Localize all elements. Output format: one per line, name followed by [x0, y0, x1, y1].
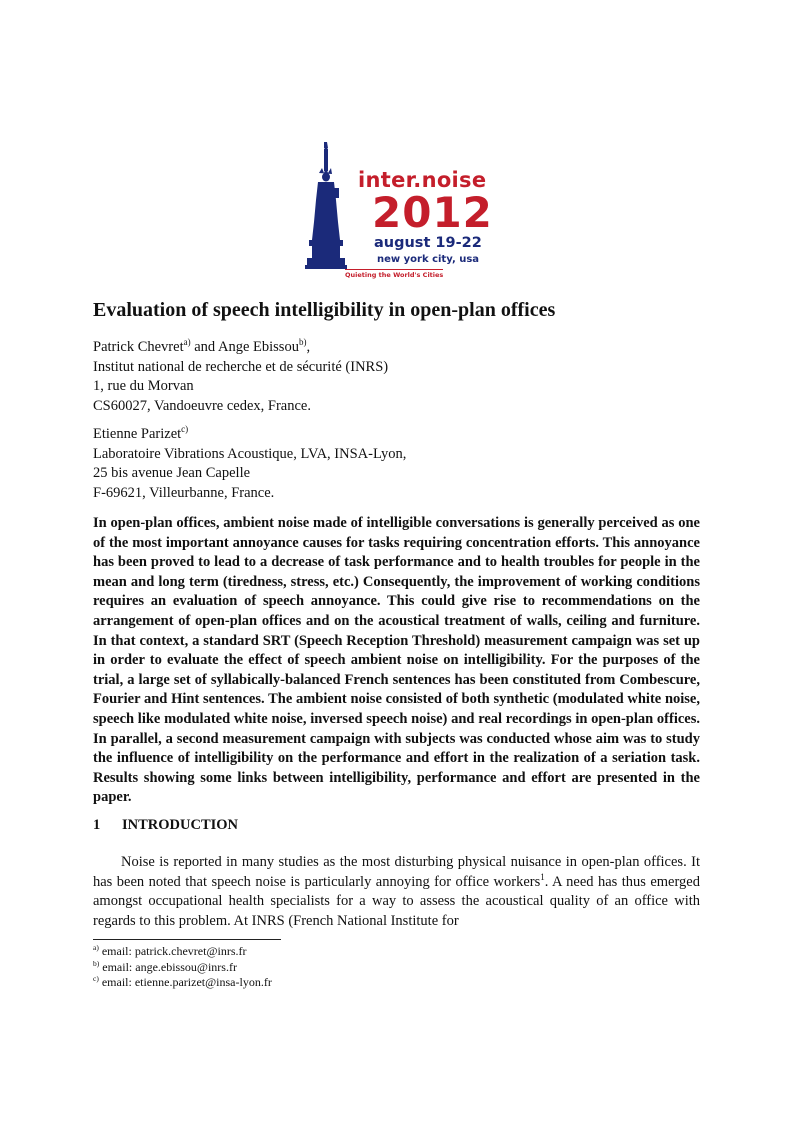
section-title: INTRODUCTION: [122, 817, 239, 833]
footnote-mark: c): [181, 424, 189, 434]
footnote-email: email: etienne.parizet@insa-lyon.fr: [101, 975, 272, 989]
affiliation-line: Institut national de recherche et de sécurité (INRS): [93, 358, 389, 375]
conference-logo: [305, 140, 505, 282]
paper-title: Evaluation of speech intelligibility in open-plan offices: [93, 299, 556, 321]
author-name: Ange Ebissou: [218, 339, 299, 355]
affiliation-line: F-69621, Villeurbanne, France.: [93, 484, 275, 501]
author-names-line: [93, 425, 693, 445]
footnote-mark: c): [93, 974, 99, 983]
intro-text-part1: Noise is reported in many studies as the most disturbing physical nuisance in open-plan offices. It has been noted that speech noise is particularly annoying for office workers: [93, 854, 700, 890]
logo-conference-name: inter.noise: [358, 168, 487, 192]
author-connector: and: [190, 339, 218, 355]
section-number: 1: [93, 817, 101, 833]
logo-date: august 19-22: [374, 235, 482, 251]
author-block-2: [93, 425, 693, 503]
footnote-mark: b): [93, 958, 100, 968]
footnote: [93, 960, 272, 976]
reference-mark: 1: [540, 871, 545, 882]
affiliation-line: 25 bis avenue Jean Capelle: [93, 465, 251, 481]
footnote-mark: a): [183, 337, 191, 347]
footnote-mark: b): [298, 337, 307, 347]
footnote-divider: [93, 939, 281, 940]
affiliation-line: Laboratoire Vibrations Acoustique, LVA, INSA-Lyon,: [93, 445, 407, 462]
logo-tagline: Quieting the World's Cities: [345, 271, 444, 279]
author-name: Etienne Parizet: [93, 426, 182, 442]
author-trail: ,: [306, 339, 311, 355]
affiliation-line: 1, rue du Morvan: [93, 378, 194, 394]
logo-year: 2012: [372, 188, 493, 237]
footnote-email: email: patrick.chevret@inrs.fr: [101, 944, 247, 958]
section-heading: [93, 817, 238, 834]
footnote: [93, 975, 272, 991]
footnote: [93, 944, 272, 960]
author-block-1: [93, 338, 693, 416]
abstract: In open-plan offices, ambient noise made of intelligible conversations is generally perceived as one of the most important annoyance causes for tasks requiring concentration efforts. This annoyance has been proved to lead to a decrease of task performance and to health troubles for people in the mean and long term (tiredness, stress, etc.) Consequently, the improvement of working conditions requires an evaluation of speech annoyance. This could give rise to recommendations on the arrangement of open-plan offices and on the acoustical treatment of walls, ceiling and furniture. In that context, a standard SRT (Speech Reception Threshold) measurement campaign was set up in order to evaluate the effect of speech ambient noise on intelligibility. For the purposes of the trial, a large set of syllabically-balanced French sentences has been constituted from Combescure, Fourier and Hint sentences. The ambient noise consisted of both synthetic (modulated white noise, speech like modulated white noise, inversed speech noise) and real recordings in open-plan offices. In parallel, a second measurement campaign with subjects was conducted whose aim was to study the influence of intelligibility on the performance and effort in the realization of a seriation task. Results showing some links between intelligibility, performance and effort are presented in the paper.: [93, 515, 700, 806]
logo-city: new york city, usa: [377, 254, 480, 265]
affiliation-line: CS60027, Vandoeuvre cedex, France.: [93, 397, 311, 414]
intro-paragraph: [93, 853, 700, 931]
footnote-mark: a): [93, 943, 99, 952]
footnotes: [93, 944, 272, 991]
author-name: Patrick Chevret: [93, 339, 184, 355]
footnote-email: email: ange.ebissou@inrs.fr: [102, 959, 237, 974]
author-names-line: [93, 338, 693, 358]
intro-text-part2: . A need has thus emerged amongst occupational health specialists for a way to assess the acoustical quality of an office with regards to this problem. At INRS (French National Institute for: [93, 873, 700, 929]
